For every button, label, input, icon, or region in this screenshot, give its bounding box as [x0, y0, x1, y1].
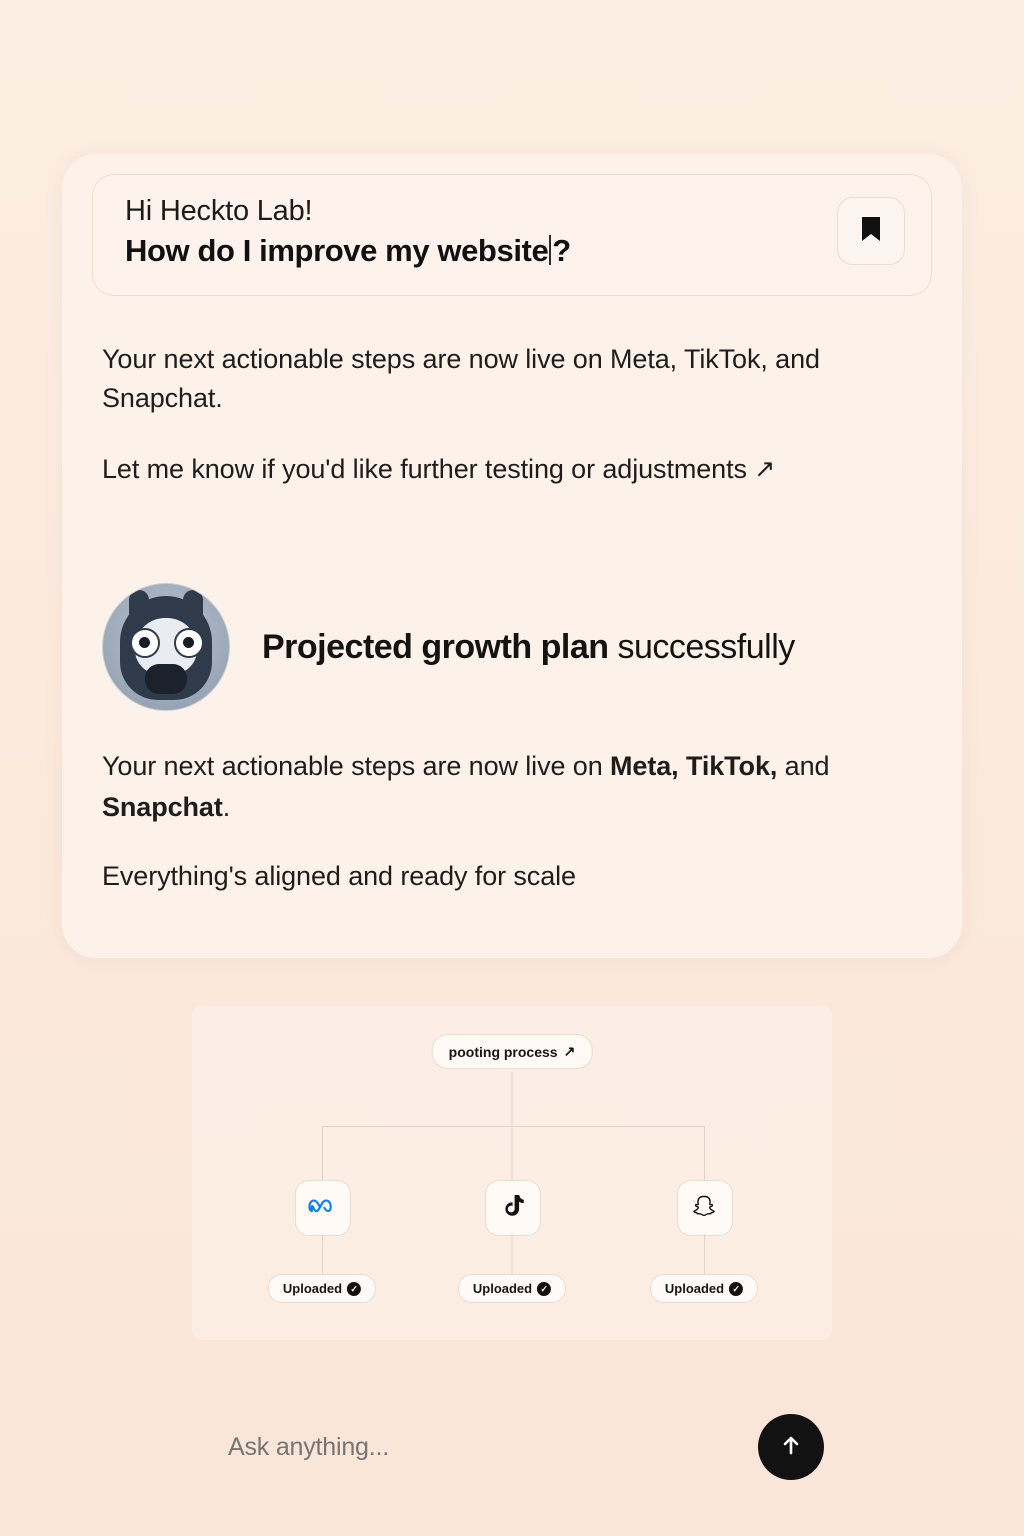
status-badge-tiktok-label: Uploaded: [472, 1281, 533, 1296]
headline-rest: successfully: [608, 627, 795, 666]
trending-up-arrow-icon: ↗: [563, 1043, 576, 1059]
status-badge-meta-label: Uploaded: [282, 1281, 343, 1296]
headline-text: [262, 627, 795, 668]
message-composer[interactable]: [190, 1404, 834, 1490]
connector-horizontal-bus: [322, 1126, 704, 1127]
platform-node-snapchat[interactable]: [677, 1180, 733, 1236]
connector-snapchat-status: [704, 1234, 705, 1274]
send-button[interactable]: [758, 1414, 824, 1480]
avatar-eye-left: [130, 628, 160, 658]
ask-anything-input[interactable]: [190, 1432, 758, 1463]
greeting-text: Hi Heckto Lab!: [125, 195, 313, 227]
connector-root-vertical: [512, 1072, 513, 1126]
status-badge-meta: [268, 1274, 376, 1303]
connector-meta-status: [322, 1234, 323, 1274]
headline-bold: Projected growth plan: [262, 627, 609, 666]
assistant-paragraph-1: Your next actionable steps are now live on Meta, TikTok, and Snapchat.: [102, 344, 820, 414]
trending-up-arrow-icon: ↗: [754, 455, 776, 483]
diagram-root-node[interactable]: [432, 1034, 593, 1069]
connector-snapchat-vertical: [704, 1126, 705, 1180]
arrow-up-icon: [776, 1430, 806, 1465]
paragraph-3-after: .: [222, 791, 231, 822]
avatar-pupil-right: [183, 637, 194, 648]
headline-row: [102, 582, 932, 712]
paragraph-3-middle: and: [777, 751, 830, 781]
assistant-avatar: [102, 583, 230, 711]
check-icon: ✓: [347, 1282, 361, 1296]
text-caret: [549, 235, 551, 265]
status-badge-snapchat: [650, 1274, 758, 1303]
paragraph-3-bold-1: Meta, TikTok,: [610, 751, 778, 781]
status-badge-snapchat-label: Uploaded: [664, 1281, 725, 1296]
assistant-paragraph-3: [102, 746, 932, 827]
diagram-root-label: pooting process: [448, 1043, 558, 1060]
avatar-snout: [145, 664, 187, 694]
assistant-paragraph-2-text: Let me know if you'd like further testing or adjustments: [102, 454, 747, 484]
meta-logo-icon: [308, 1196, 338, 1221]
paragraph-3-bold-2: Snapchat: [102, 791, 223, 822]
posting-process-diagram: [192, 1006, 832, 1340]
snapchat-logo-icon: [692, 1193, 718, 1224]
connector-meta-vertical: [322, 1126, 323, 1180]
bookmark-icon: [859, 215, 883, 248]
platform-node-meta[interactable]: [295, 1180, 351, 1236]
check-icon: ✓: [729, 1282, 743, 1296]
paragraph-3-before: Your next actionable steps are now live on: [102, 751, 611, 781]
connector-tiktok-status: [512, 1234, 513, 1274]
assistant-paragraph-2: [102, 450, 882, 489]
assistant-paragraph-4: Everything's aligned and ready for scale: [102, 861, 576, 891]
check-icon: ✓: [537, 1282, 551, 1296]
status-badge-tiktok: [458, 1274, 566, 1303]
tiktok-logo-icon: [501, 1193, 525, 1224]
question-text-after: ?: [552, 233, 571, 269]
question-text-before: How do I improve my website: [125, 233, 549, 269]
platform-node-tiktok[interactable]: [485, 1180, 541, 1236]
connector-tiktok-vertical: [512, 1126, 513, 1180]
question-text: [125, 231, 905, 271]
avatar-eye-right: [174, 628, 204, 658]
avatar-pupil-left: [139, 637, 150, 648]
bookmark-button[interactable]: [837, 197, 905, 265]
conversation-card: [62, 154, 962, 958]
prompt-box[interactable]: [92, 174, 932, 296]
